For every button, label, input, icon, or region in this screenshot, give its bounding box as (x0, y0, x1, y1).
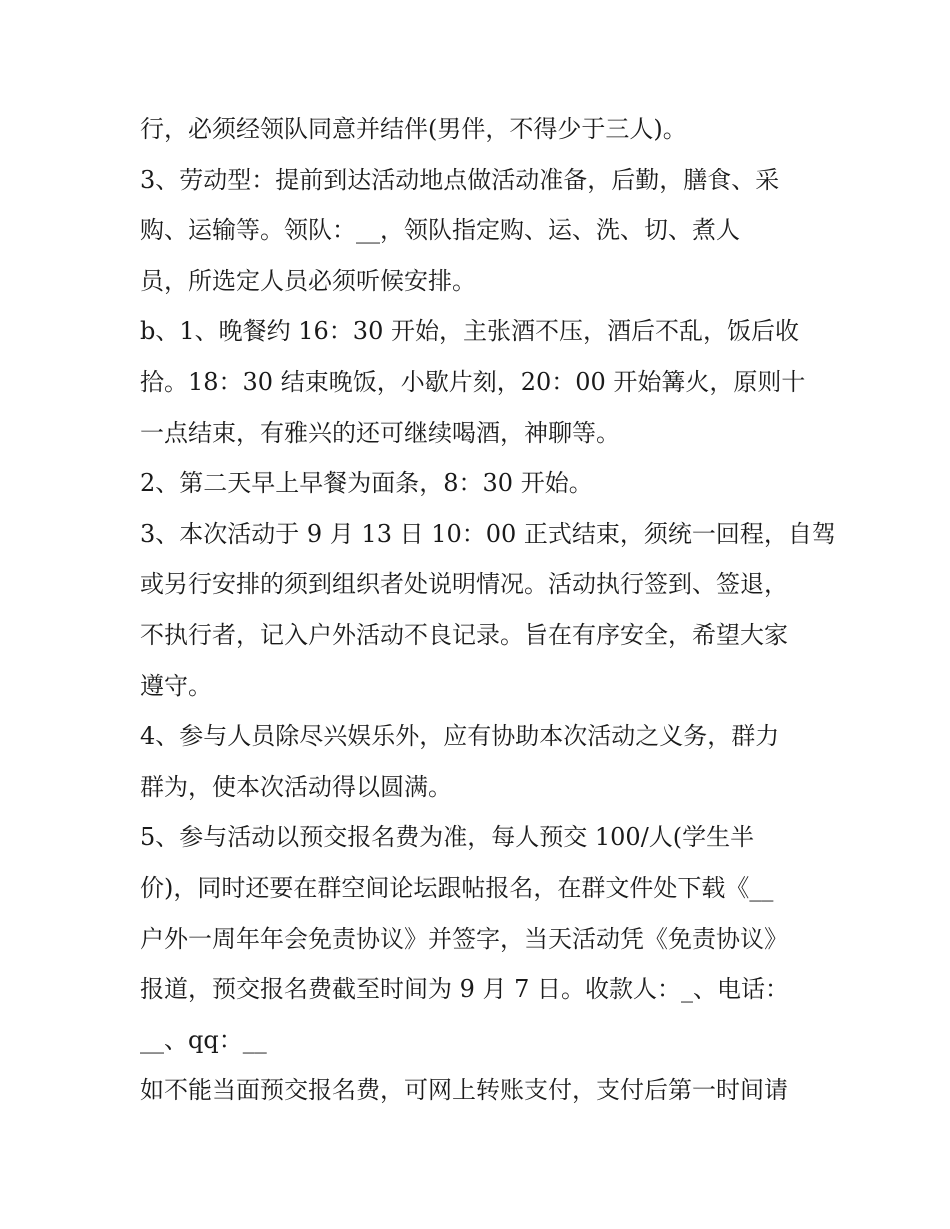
document-body (140, 104, 836, 1116)
text-line: 2、第二天早上早餐为面条，8：30 开始。 (140, 469, 593, 498)
text-line: 购、运输等。领队：__，领队指定购、运、洗、切、煮人 (140, 216, 740, 245)
text-line: 户外一周年年会免责协议》并签字，当天活动凭《免责协议》 (140, 924, 788, 953)
text-line: 行，必须经领队同意并结伴(男伴，不得少于三人)。 (140, 115, 687, 143)
text-line: 3、劳动型：提前到达活动地点做活动准备，后勤，膳食、采 (140, 165, 780, 194)
text-line: 5、参与活动以预交报名费为准，每人预交 100/人(学生半 (140, 823, 755, 852)
text-line: __、qq：__ (140, 1025, 267, 1054)
text-line: 群为，使本次活动得以圆满。 (140, 772, 452, 801)
text-line: 价)，同时还要在群空间论坛跟帖报名，在群文件处下载《__ (140, 873, 774, 902)
text-line: 员，所选定人员必须听候安排。 (140, 266, 476, 295)
text-line: 3、本次活动于 9 月 13 日 10：00 正式结束，须统一回程，自驾 (140, 519, 836, 548)
text-line: 4、参与人员除尽兴娱乐外，应有协助本次活动之义务，群力 (140, 722, 780, 751)
text-line: 不执行者，记入户外活动不良记录。旨在有序安全，希望大家 (140, 620, 788, 649)
text-line: 拾。18：30 结束晚饭，小歇片刻，20：00 开始篝火，原则十 (140, 367, 806, 396)
text-line: 报道，预交报名费截至时间为 9 月 7 日。收款人：_、电话： (140, 975, 790, 1004)
text-line: 或另行安排的须到组织者处说明情况。活动执行签到、签退， (140, 570, 788, 599)
text-line: 如不能当面预交报名费，可网上转账支付，支付后第一时间请 (140, 1076, 788, 1105)
text-line: 一点结束，有雅兴的还可继续喝酒，神聊等。 (140, 418, 620, 447)
text-line: 遵守。 (140, 671, 212, 700)
text-line: b、1、晚餐约 16：30 开始，主张酒不压，酒后不乱，饭后收 (140, 317, 799, 346)
